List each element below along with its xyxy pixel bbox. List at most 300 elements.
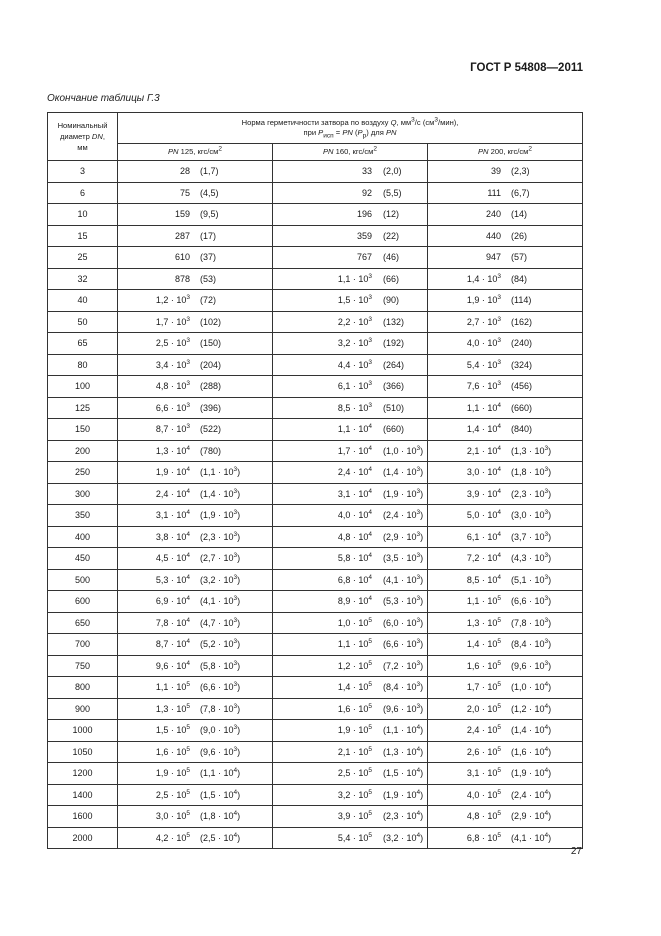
pn160-cell [273,548,428,570]
pn125-cell [118,268,273,290]
leak-rate-cm3min: $(2,3 \cdot 10^4)$ [383,810,424,822]
pn160-cell [273,612,428,634]
pn200-cell [428,204,583,226]
pn160-cell [273,505,428,527]
dn-cell: 400 [48,526,118,548]
leak-rate-cm3min: $(4,1 \cdot 10^3)$ [200,595,241,607]
leak-rate-cm3min: $(2,9 \cdot 10^4)$ [511,810,552,822]
leak-rate-cm3min: $(2,4 \cdot 10^3)$ [383,509,424,521]
table-row [48,763,583,785]
leak-rate-mm3s: $2,2 \cdot 10^3$ [337,315,372,327]
table-row [48,655,583,677]
leak-rate-cm3min: (162) [511,316,533,327]
pn160-cell [273,225,428,247]
pn160-cell [273,569,428,591]
pn160-cell [273,419,428,441]
leak-rate-mm3s: $2,6 \cdot 10^5$ [466,745,501,757]
leak-rate-mm3s: $5,3 \cdot 10^4$ [155,573,190,585]
leak-rate-cm3min: $(1,0 \cdot 10^3)$ [383,444,424,456]
pn160-cell [273,698,428,720]
leak-rate-mm3s: $1,7 \cdot 10^3$ [155,315,190,327]
dn-cell: 10 [48,204,118,226]
page-number: 27 [570,846,582,857]
pn200-cell [428,720,583,742]
pn125-cell [118,483,273,505]
pn160-cell [273,784,428,806]
leak-rate-mm3s: $6,6 \cdot 10^3$ [155,401,190,413]
leak-rate-cm3min: (660) [511,402,533,413]
leak-rate-cm3min: (17) [200,230,217,241]
leak-rate-cm3min: $(1,0 \cdot 10^4)$ [511,681,552,693]
pn125-cell [118,741,273,763]
leak-rate-cm3min: (72) [200,295,217,306]
pn200-cell [428,591,583,613]
leak-rate-cm3min: $(7,2 \cdot 10^3)$ [383,659,424,671]
leak-rate-mm3s: $3,0 \cdot 10^4$ [466,466,501,478]
leak-rate-cm3min: $(2,5 \cdot 10^4)$ [200,831,241,843]
leak-rate-mm3s: $2,5 \cdot 10^5$ [155,788,190,800]
pn125-cell [118,634,273,656]
pn160-cell [273,268,428,290]
leak-rate-cm3min: $(1,3 \cdot 10^3)$ [511,444,552,456]
table-row [48,806,583,828]
dn-cell: 300 [48,483,118,505]
leak-rate-mm3s: $1,0 \cdot 10^5$ [337,616,372,628]
leak-rate-mm3s: 111 [487,187,501,198]
leak-rate-mm3s: $6,1 \cdot 10^3$ [337,380,372,392]
table-row [48,591,583,613]
dn-cell: 200 [48,440,118,462]
leak-rate-mm3s: $1,3 \cdot 10^5$ [466,616,501,628]
dn-header-line-1: Номинальный [57,121,108,130]
leak-rate-cm3min: (6,7) [511,187,530,198]
pn125-cell [118,655,273,677]
pn125-cell [118,376,273,398]
leak-rate-cm3min: (192) [383,338,405,349]
pn125-cell [118,591,273,613]
pn160-cell [273,354,428,376]
leak-rate-mm3s: $4,0 \cdot 10^3$ [466,337,501,349]
table-row [48,354,583,376]
dn-cell: 15 [48,225,118,247]
pn160-cell [273,161,428,183]
pn200-cell [428,290,583,312]
pn200-cell [428,311,583,333]
pn125-cell [118,161,273,183]
leak-rate-mm3s: $7,6 \cdot 10^3$ [466,380,501,392]
leak-rate-mm3s: $2,5 \cdot 10^3$ [155,337,190,349]
leak-rate-mm3s: 610 [174,252,190,263]
leak-rate-cm3min: $(4,1 \cdot 10^4)$ [511,831,552,843]
pn125-cell [118,204,273,226]
leak-rate-cm3min: $(7,8 \cdot 10^3)$ [511,616,552,628]
leak-rate-mm3s: $1,3 \cdot 10^5$ [155,702,190,714]
table-caption: Окончание таблицы Г.3 [47,93,160,104]
leak-rate-cm3min: (366) [383,381,405,392]
leak-rate-mm3s: $4,5 \cdot 10^4$ [155,552,190,564]
table-row [48,612,583,634]
table-row [48,505,583,527]
leak-rate-cm3min: (522) [200,424,222,435]
dn-cell: 250 [48,462,118,484]
leak-rate-mm3s: 75 [179,187,190,198]
leak-rate-mm3s: $1,6 \cdot 10^5$ [155,745,190,757]
leak-rate-cm3min: $(1,9 \cdot 10^4)$ [383,788,424,800]
leak-rate-cm3min: $(1,5 \cdot 10^4)$ [383,767,424,779]
leak-rate-mm3s: $9,6 \cdot 10^4$ [155,659,190,671]
table-row [48,182,583,204]
table-row [48,225,583,247]
leak-rate-cm3min: $(9,0 \cdot 10^3)$ [200,724,241,736]
leak-rate-mm3s: $1,5 \cdot 10^3$ [337,294,372,306]
table-row [48,741,583,763]
leak-rate-mm3s: 92 [361,187,372,198]
dn-cell: 1200 [48,763,118,785]
leak-rate-mm3s: $4,8 \cdot 10^5$ [466,810,501,822]
leak-rate-mm3s: $2,0 \cdot 10^5$ [466,702,501,714]
standard-number: ГОСТ Р 54808—2011 [470,62,583,74]
pn160-cell [273,720,428,742]
table-row [48,311,583,333]
leak-rate-mm3s: $3,0 \cdot 10^5$ [155,810,190,822]
dn-cell: 3 [48,161,118,183]
pn160-cell [273,827,428,849]
leak-rate-cm3min: (132) [383,316,405,327]
leak-rate-mm3s: $3,1 \cdot 10^5$ [466,767,501,779]
leak-rate-mm3s: 240 [485,209,501,220]
leak-rate-mm3s: $1,1 \cdot 10^4$ [337,423,372,435]
table-row [48,397,583,419]
pn160-cell [273,182,428,204]
leak-rate-cm3min: (90) [383,295,400,306]
dn-cell: 6 [48,182,118,204]
leak-rate-cm3min: $(1,9 \cdot 10^3)$ [200,509,241,521]
pn125-cell [118,612,273,634]
table-row [48,376,583,398]
pn125-cell [118,677,273,699]
pn200-cell [428,161,583,183]
leak-rate-mm3s: $8,5 \cdot 10^3$ [337,401,372,413]
pn125-cell [118,311,273,333]
leak-rate-mm3s: $1,6 \cdot 10^5$ [337,702,372,714]
pn200-cell [428,677,583,699]
leak-rate-cm3min: (264) [383,359,405,370]
dn-cell: 1050 [48,741,118,763]
leak-rate-cm3min: (14) [511,209,528,220]
dn-cell: 650 [48,612,118,634]
leak-rate-mm3s: $4,2 \cdot 10^5$ [155,831,190,843]
leak-rate-cm3min: $(2,4 \cdot 10^4)$ [511,788,552,800]
pn160-header: PN 160, кгс/$см^2$ [273,144,428,161]
leak-rate-cm3min: $(5,1 \cdot 10^3)$ [511,573,552,585]
leak-rate-mm3s: $1,9 \cdot 10^5$ [155,767,190,779]
pn125-cell [118,548,273,570]
leak-rate-mm3s: $1,2 \cdot 10^3$ [155,294,190,306]
leak-rate-mm3s: $1,9 \cdot 10^3$ [466,294,501,306]
pn200-cell [428,526,583,548]
leak-rate-mm3s: $8,7 \cdot 10^4$ [155,638,190,650]
leak-rate-mm3s: $2,4 \cdot 10^4$ [155,487,190,499]
leak-rate-cm3min: (840) [511,424,533,435]
leak-rate-mm3s: 878 [174,273,190,284]
leak-rate-cm3min: $(6,0 \cdot 10^3)$ [383,616,424,628]
norm-header [118,113,583,144]
pn160-cell [273,634,428,656]
table-row [48,720,583,742]
leak-rate-cm3min: $(1,3 \cdot 10^4)$ [383,745,424,757]
leak-rate-mm3s: $3,9 \cdot 10^5$ [337,810,372,822]
table-row [48,462,583,484]
dn-cell: 350 [48,505,118,527]
table-row [48,161,583,183]
leak-rate-mm3s: 359 [356,230,372,241]
dn-cell: 150 [48,419,118,441]
pn160-cell [273,333,428,355]
leak-rate-cm3min: (1,7) [200,166,219,177]
leak-rate-cm3min: $(2,3 \cdot 10^3)$ [511,487,552,499]
pn125-cell [118,247,273,269]
leak-rate-mm3s: $7,8 \cdot 10^4$ [155,616,190,628]
leak-rate-mm3s: $6,8 \cdot 10^5$ [466,831,501,843]
leak-rate-mm3s: $1,7 \cdot 10^4$ [337,444,372,456]
pn160-cell [273,462,428,484]
leak-rate-cm3min: $(1,8 \cdot 10^3)$ [511,466,552,478]
leak-rate-mm3s: 287 [174,230,190,241]
leak-rate-mm3s: $4,0 \cdot 10^5$ [466,788,501,800]
leak-rate-mm3s: $2,5 \cdot 10^5$ [337,767,372,779]
leak-rate-mm3s: $1,4 \cdot 10^5$ [337,681,372,693]
leak-rate-cm3min: $(5,2 \cdot 10^3)$ [200,638,241,650]
dn-cell: 65 [48,333,118,355]
dn-column-header [48,113,118,161]
pn200-cell [428,333,583,355]
leak-rate-mm3s: $1,9 \cdot 10^4$ [155,466,190,478]
leak-rate-mm3s: $8,7 \cdot 10^3$ [155,423,190,435]
leak-rate-mm3s: $2,4 \cdot 10^5$ [466,724,501,736]
leak-rate-cm3min: (150) [200,338,222,349]
pn200-cell [428,397,583,419]
leak-rate-mm3s: 767 [356,252,372,263]
pn125-cell [118,763,273,785]
pn200-cell [428,268,583,290]
pn200-cell [428,440,583,462]
pn200-cell [428,569,583,591]
leak-rate-cm3min: $(9,6 \cdot 10^3)$ [511,659,552,671]
leak-rate-mm3s: $1,5 \cdot 10^5$ [155,724,190,736]
pn200-cell [428,182,583,204]
table-body [48,161,583,849]
leak-rate-cm3min: (780) [200,445,222,456]
leak-rate-cm3min: (396) [200,402,222,413]
leak-rate-cm3min: $(1,4 \cdot 10^3)$ [200,487,241,499]
dn-cell: 800 [48,677,118,699]
leak-rate-cm3min: $(1,4 \cdot 10^4)$ [511,724,552,736]
dn-cell: 2000 [48,827,118,849]
leak-rate-cm3min: $(1,5 \cdot 10^4)$ [200,788,241,800]
leak-rate-mm3s: $5,8 \cdot 10^4$ [337,552,372,564]
dn-cell: 1400 [48,784,118,806]
leak-rate-mm3s: 947 [485,252,501,263]
leak-rate-cm3min: $(3,2 \cdot 10^4)$ [383,831,424,843]
leak-rate-mm3s: $3,4 \cdot 10^3$ [155,358,190,370]
leak-rate-mm3s: $1,1 \cdot 10^4$ [466,401,501,413]
pn160-cell [273,204,428,226]
leak-rate-cm3min: (456) [511,381,533,392]
pn200-cell [428,483,583,505]
table-row [48,440,583,462]
table-row [48,634,583,656]
leak-rate-mm3s: $1,7 \cdot 10^5$ [466,681,501,693]
pn160-cell [273,806,428,828]
table-row [48,333,583,355]
leak-rate-cm3min: (37) [200,252,217,263]
leak-rate-cm3min: $(4,3 \cdot 10^3)$ [511,552,552,564]
pn200-cell [428,376,583,398]
leak-rate-mm3s: 440 [485,230,501,241]
norm-header-line-2: при $P_{исп}$ = PN $(P_p)$ для PN [303,128,397,140]
pn200-cell [428,419,583,441]
leak-rate-mm3s: $1,1 \cdot 10^3$ [337,272,372,284]
table-row [48,268,583,290]
leak-rate-cm3min: $(6,6 \cdot 10^3)$ [511,595,552,607]
pn125-cell [118,419,273,441]
leak-rate-mm3s: $2,7 \cdot 10^3$ [466,315,501,327]
pn200-cell [428,505,583,527]
leak-rate-cm3min: $(4,7 \cdot 10^3)$ [200,616,241,628]
table-row [48,290,583,312]
table-row [48,483,583,505]
leak-rate-cm3min: $(2,3 \cdot 10^3)$ [200,530,241,542]
leak-rate-cm3min: $(7,8 \cdot 10^3)$ [200,702,241,714]
leak-rate-mm3s: $1,4 \cdot 10^5$ [466,638,501,650]
dn-cell: 1600 [48,806,118,828]
leak-rate-mm3s: $3,1 \cdot 10^4$ [155,509,190,521]
leak-rate-mm3s: 159 [174,209,190,220]
leak-rate-mm3s: $3,8 \cdot 10^4$ [155,530,190,542]
leak-rate-cm3min: $(1,8 \cdot 10^4)$ [200,810,241,822]
leak-rate-cm3min: $(4,1 \cdot 10^3)$ [383,573,424,585]
pn200-cell [428,784,583,806]
leak-rate-cm3min: $(1,1 \cdot 10^3)$ [200,466,241,478]
leak-rate-cm3min: $(6,6 \cdot 10^3)$ [383,638,424,650]
leak-rate-mm3s: $2,4 \cdot 10^4$ [337,466,372,478]
pn160-cell [273,290,428,312]
pn125-cell [118,569,273,591]
dn-cell: 600 [48,591,118,613]
leak-rate-cm3min: $(3,2 \cdot 10^3)$ [200,573,241,585]
table-row [48,677,583,699]
table-row [48,526,583,548]
leak-rate-cm3min: (84) [511,273,528,284]
leak-rate-cm3min: (53) [200,273,217,284]
pn125-header: PN 125, кгс/$см^2$ [118,144,273,161]
leak-rate-mm3s: $5,4 \cdot 10^3$ [466,358,501,370]
dn-cell: 750 [48,655,118,677]
pn200-cell [428,806,583,828]
table-row [48,827,583,849]
leak-rate-mm3s: $1,1 \cdot 10^5$ [466,595,501,607]
leak-rate-mm3s: $6,9 \cdot 10^4$ [155,595,190,607]
leak-rate-mm3s: $3,1 \cdot 10^4$ [337,487,372,499]
pn160-cell [273,655,428,677]
table-row [48,784,583,806]
pn125-cell [118,182,273,204]
pn125-cell [118,462,273,484]
pn125-cell [118,526,273,548]
leak-rate-mm3s: $5,0 \cdot 10^4$ [466,509,501,521]
pn125-cell [118,440,273,462]
leak-rate-cm3min: $(1,6 \cdot 10^4)$ [511,745,552,757]
pn200-cell [428,741,583,763]
pn200-cell [428,655,583,677]
pn200-cell [428,225,583,247]
dn-cell: 80 [48,354,118,376]
norm-header-line-1: Норма герметичности затвора по воздуху Q, $мм^3/с$ $(см^3/мин)$, [241,116,459,127]
leak-rate-cm3min: (66) [383,273,400,284]
pn200-cell [428,462,583,484]
leak-rate-mm3s: $1,9 \cdot 10^5$ [337,724,372,736]
pn125-cell [118,290,273,312]
leak-rate-cm3min: $(1,9 \cdot 10^3)$ [383,487,424,499]
leak-rate-cm3min: $(5,3 \cdot 10^3)$ [383,595,424,607]
leak-rate-mm3s: $4,8 \cdot 10^3$ [155,380,190,392]
pn200-cell [428,354,583,376]
leak-rate-mm3s: $1,4 \cdot 10^3$ [466,272,501,284]
leak-rate-cm3min: (4,5) [200,187,219,198]
dn-header-line-2: диаметр DN, [60,132,105,141]
dn-cell: 500 [48,569,118,591]
leak-rate-cm3min: (510) [383,402,405,413]
pn160-cell [273,440,428,462]
leak-rate-mm3s: $3,2 \cdot 10^5$ [337,788,372,800]
pn200-cell [428,247,583,269]
leak-rate-mm3s: $8,5 \cdot 10^4$ [466,573,501,585]
leak-rate-cm3min: $(1,2 \cdot 10^4)$ [511,702,552,714]
pn125-cell [118,720,273,742]
pn200-cell [428,634,583,656]
leak-rate-table [47,112,583,849]
leak-rate-cm3min: $(3,0 \cdot 10^3)$ [511,509,552,521]
leak-rate-mm3s: $1,1 \cdot 10^5$ [155,681,190,693]
leak-rate-mm3s: $2,1 \cdot 10^4$ [466,444,501,456]
dn-cell: 125 [48,397,118,419]
leak-rate-mm3s: $3,2 \cdot 10^3$ [337,337,372,349]
pn125-cell [118,397,273,419]
pn200-cell [428,827,583,849]
leak-rate-cm3min: (102) [200,316,222,327]
pn160-cell [273,741,428,763]
table-row [48,569,583,591]
pn125-cell [118,225,273,247]
pn160-cell [273,763,428,785]
leak-rate-mm3s: 39 [490,166,501,177]
pn200-cell [428,763,583,785]
pn200-cell [428,548,583,570]
leak-rate-mm3s: 28 [179,166,190,177]
leak-rate-mm3s: $6,1 \cdot 10^4$ [466,530,501,542]
dn-cell: 25 [48,247,118,269]
dn-cell: 900 [48,698,118,720]
leak-rate-cm3min: $(6,6 \cdot 10^3)$ [200,681,241,693]
leak-rate-cm3min: (46) [383,252,400,263]
leak-rate-cm3min: $(5,8 \cdot 10^3)$ [200,659,241,671]
leak-rate-cm3min: $(9,6 \cdot 10^3)$ [200,745,241,757]
leak-rate-mm3s: $5,4 \cdot 10^5$ [337,831,372,843]
leak-rate-mm3s: $4,4 \cdot 10^3$ [337,358,372,370]
pn160-cell [273,247,428,269]
pn160-cell [273,591,428,613]
pn125-cell [118,505,273,527]
